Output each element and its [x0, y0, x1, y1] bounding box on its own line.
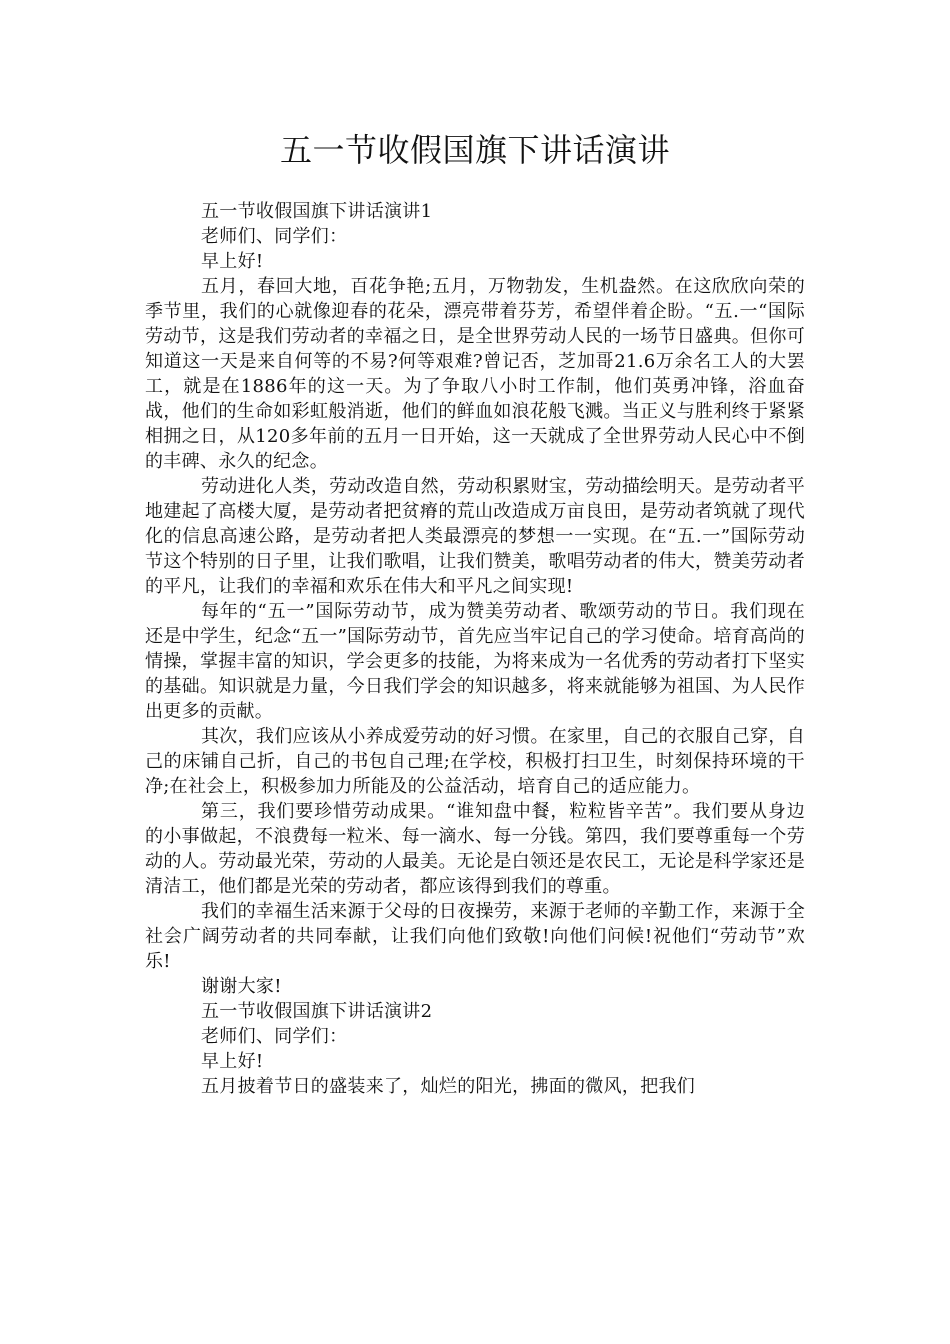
speech-1-heading: 五一节收假国旗下讲话演讲1 [201, 201, 433, 222]
speech-1-paragraph: 其次，我们应该从小养成爱劳动的好习惯。在家里，自己的衣服自己穿，自己的床铺自己折，自己的书包自己理;在学校，积极打扫卫生，时刻保持环境的干净;在社会上，积极参加力所能及的公益活动，培育自己的适应能力。 [145, 726, 805, 797]
speech-1-paragraph: 劳动进化人类，劳动改造自然，劳动积累财宝，劳动描绘明天。是劳动者平地建起了高楼大厦，是劳动者把贫瘠的荒山改造成万亩良田，是劳动者筑就了现代化的信息高速公路，是劳动者把人类最漂亮的梦想一一实现。在“五.一”国际劳动节这个特别的日子里，让我们歌唱，让我们赞美，歌唱劳动者的伟大，赞美劳动者的平凡，让我们的幸福和欢乐在伟大和平凡之间实现! [145, 476, 805, 597]
speech-2-greeting: 早上好! [201, 1051, 264, 1072]
speech-1-salutation: 老师们、同学们： [201, 226, 348, 247]
speech-1-paragraph: 我们的幸福生活来源于父母的日夜操劳，来源于老师的辛勤工作，来源于全社会广阔劳动者的共同奉献，让我们向他们致敬!向他们问候!祝他们“劳动节”欢乐! [145, 901, 805, 972]
speech-1-greeting: 早上好! [201, 251, 264, 272]
speech-1-paragraph: 第三，我们要珍惜劳动成果。“谁知盘中餐，粒粒皆辛苦”。我们要从身边的小事做起，不浪费每一粒米、每一滴水、每一分钱。第四，我们要尊重每一个劳动的人。劳动最光荣，劳动的人最美。无论是白领还是农民工，无论是科学家还是清洁工，他们都是光荣的劳动者，都应该得到我们的尊重。 [145, 801, 805, 897]
document-body [145, 199, 805, 1099]
speech-2-heading: 五一节收假国旗下讲话演讲2 [201, 1001, 433, 1022]
speech-1-paragraph: 五月，春回大地，百花争艳;五月，万物勃发，生机盎然。在这欣欣向荣的季节里，我们的心就像迎春的花朵，漂亮带着芬芳，希望伴着企盼。“五.一“国际劳动节，这是我们劳动者的幸福之日，是全世界劳动人民的一场节日盛典。但你可知道这一天是来自何等的不易?何等艰难?曾记否，芝加哥21.6万余名工人的大罢工，就是在1886年的这一天。为了争取八小时工作制，他们英勇冲锋，浴血奋战，他们的生命如彩虹般消逝，他们的鲜血如浪花般飞溅。当正义与胜利终于紧紧相拥之日，从120多年前的五月一日开始，这一天就成了全世界劳动人民心中不倒的丰碑、永久的纪念。 [145, 276, 805, 472]
speech-1-paragraph: 每年的“五一”国际劳动节，成为赞美劳动者、歌颂劳动的节日。我们现在还是中学生，纪念“五一”国际劳动节，首先应当牢记自己的学习使命。培育高尚的情操，掌握丰富的知识，学会更多的技能，为将来成为一名优秀的劳动者打下坚实的基础。知识就是力量，今日我们学会的知识越多，将来就能够为祖国、为人民作出更多的贡献。 [145, 601, 805, 722]
speech-2-salutation: 老师们、同学们： [201, 1026, 348, 1047]
speech-2-paragraph: 五月披着节日的盛装来了，灿烂的阳光，拂面的微风，把我们 [201, 1076, 696, 1097]
document-title: 五一节收假国旗下讲话演讲 [279, 131, 670, 169]
speech-1-closing: 谢谢大家! [201, 976, 282, 997]
